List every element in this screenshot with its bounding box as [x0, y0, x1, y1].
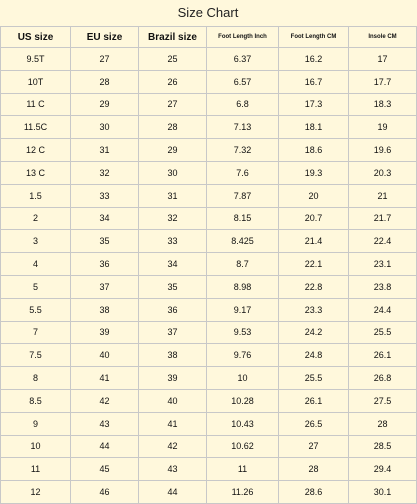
insole-cm-cell: 21.7: [349, 207, 417, 230]
foot-length-inch-cell: 8.7: [207, 253, 279, 276]
foot-length-inch-cell: 9.53: [207, 321, 279, 344]
eu-size-cell: 38: [71, 298, 139, 321]
us-size-cell: 11 C: [1, 93, 71, 116]
insole-cm-cell: 26.8: [349, 367, 417, 390]
eu-size-cell: 31: [71, 139, 139, 162]
header-insole-cm: Insole CM: [349, 27, 417, 48]
table-row: [1, 275, 417, 298]
us-size-cell: 7.5: [1, 344, 71, 367]
foot-length-inch-cell: 6.57: [207, 70, 279, 93]
us-size-cell: 5: [1, 275, 71, 298]
brazil-size-cell: 33: [139, 230, 207, 253]
table-row: [1, 412, 417, 435]
table-row: [1, 139, 417, 162]
us-size-cell: 11.5C: [1, 116, 71, 139]
eu-size-cell: 27: [71, 48, 139, 71]
foot-length-cm-cell: 22.1: [279, 253, 349, 276]
insole-cm-cell: 24.4: [349, 298, 417, 321]
us-size-cell: 11: [1, 458, 71, 481]
insole-cm-cell: 28.5: [349, 435, 417, 458]
us-size-cell: 12 C: [1, 139, 71, 162]
foot-length-inch-cell: 8.15: [207, 207, 279, 230]
chart-title: Size Chart: [177, 5, 239, 20]
insole-cm-cell: 20.3: [349, 161, 417, 184]
table-row: [1, 161, 417, 184]
foot-length-cm-cell: 22.8: [279, 275, 349, 298]
eu-size-cell: 42: [71, 389, 139, 412]
foot-length-cm-cell: 28: [279, 458, 349, 481]
insole-cm-cell: 22.4: [349, 230, 417, 253]
table-row: [1, 458, 417, 481]
table-row: [1, 435, 417, 458]
eu-size-cell: 33: [71, 184, 139, 207]
us-size-cell: 2: [1, 207, 71, 230]
header-foot-length-inch: Foot Length Inch: [207, 27, 279, 48]
brazil-size-cell: 28: [139, 116, 207, 139]
eu-size-cell: 36: [71, 253, 139, 276]
insole-cm-cell: 26.1: [349, 344, 417, 367]
foot-length-inch-cell: 11.26: [207, 481, 279, 504]
insole-cm-cell: 23.8: [349, 275, 417, 298]
foot-length-cm-cell: 26.1: [279, 389, 349, 412]
eu-size-cell: 28: [71, 70, 139, 93]
eu-size-cell: 41: [71, 367, 139, 390]
table-row: [1, 116, 417, 139]
us-size-cell: 10T: [1, 70, 71, 93]
foot-length-inch-cell: 7.6: [207, 161, 279, 184]
us-size-cell: 9: [1, 412, 71, 435]
us-size-cell: 12: [1, 481, 71, 504]
us-size-cell: 1.5: [1, 184, 71, 207]
foot-length-inch-cell: 8.98: [207, 275, 279, 298]
foot-length-inch-cell: 6.8: [207, 93, 279, 116]
brazil-size-cell: 42: [139, 435, 207, 458]
us-size-cell: 10: [1, 435, 71, 458]
insole-cm-cell: 17.7: [349, 70, 417, 93]
insole-cm-cell: 28: [349, 412, 417, 435]
table-row: [1, 367, 417, 390]
foot-length-cm-cell: 24.2: [279, 321, 349, 344]
eu-size-cell: 34: [71, 207, 139, 230]
header-brazil-size: Brazil size: [139, 27, 207, 48]
table-row: [1, 207, 417, 230]
eu-size-cell: 44: [71, 435, 139, 458]
foot-length-cm-cell: 28.6: [279, 481, 349, 504]
brazil-size-cell: 41: [139, 412, 207, 435]
foot-length-inch-cell: 9.76: [207, 344, 279, 367]
brazil-size-cell: 26: [139, 70, 207, 93]
foot-length-cm-cell: 20: [279, 184, 349, 207]
table-row: [1, 481, 417, 504]
eu-size-cell: 35: [71, 230, 139, 253]
foot-length-cm-cell: 26.5: [279, 412, 349, 435]
table-row: [1, 184, 417, 207]
table-row: [1, 70, 417, 93]
header-row: [1, 27, 417, 48]
insole-cm-cell: 19: [349, 116, 417, 139]
insole-cm-cell: 23.1: [349, 253, 417, 276]
table-row: [1, 48, 417, 71]
brazil-size-cell: 32: [139, 207, 207, 230]
foot-length-cm-cell: 25.5: [279, 367, 349, 390]
us-size-cell: 5.5: [1, 298, 71, 321]
header-foot-length-cm: Foot Length CM: [279, 27, 349, 48]
brazil-size-cell: 31: [139, 184, 207, 207]
foot-length-inch-cell: 6.37: [207, 48, 279, 71]
eu-size-cell: 40: [71, 344, 139, 367]
eu-size-cell: 37: [71, 275, 139, 298]
table-row: [1, 389, 417, 412]
us-size-cell: 4: [1, 253, 71, 276]
brazil-size-cell: 43: [139, 458, 207, 481]
brazil-size-cell: 35: [139, 275, 207, 298]
table-row: [1, 93, 417, 116]
foot-length-inch-cell: 8.425: [207, 230, 279, 253]
foot-length-cm-cell: 24.8: [279, 344, 349, 367]
us-size-cell: 13 C: [1, 161, 71, 184]
brazil-size-cell: 37: [139, 321, 207, 344]
insole-cm-cell: 17: [349, 48, 417, 71]
size-chart-table: [0, 26, 417, 504]
brazil-size-cell: 38: [139, 344, 207, 367]
brazil-size-cell: 44: [139, 481, 207, 504]
foot-length-cm-cell: 17.3: [279, 93, 349, 116]
foot-length-inch-cell: 10: [207, 367, 279, 390]
table-row: [1, 253, 417, 276]
insole-cm-cell: 25.5: [349, 321, 417, 344]
us-size-cell: 7: [1, 321, 71, 344]
insole-cm-cell: 21: [349, 184, 417, 207]
foot-length-inch-cell: 7.32: [207, 139, 279, 162]
eu-size-cell: 39: [71, 321, 139, 344]
us-size-cell: 3: [1, 230, 71, 253]
foot-length-cm-cell: 18.1: [279, 116, 349, 139]
eu-size-cell: 32: [71, 161, 139, 184]
foot-length-inch-cell: 11: [207, 458, 279, 481]
foot-length-inch-cell: 10.43: [207, 412, 279, 435]
foot-length-cm-cell: 27: [279, 435, 349, 458]
eu-size-cell: 45: [71, 458, 139, 481]
foot-length-inch-cell: 10.62: [207, 435, 279, 458]
brazil-size-cell: 29: [139, 139, 207, 162]
foot-length-inch-cell: 10.28: [207, 389, 279, 412]
brazil-size-cell: 30: [139, 161, 207, 184]
insole-cm-cell: 29.4: [349, 458, 417, 481]
insole-cm-cell: 19.6: [349, 139, 417, 162]
header-us-size: US size: [1, 27, 71, 48]
brazil-size-cell: 27: [139, 93, 207, 116]
foot-length-inch-cell: 7.87: [207, 184, 279, 207]
table-row: [1, 344, 417, 367]
foot-length-cm-cell: 20.7: [279, 207, 349, 230]
insole-cm-cell: 18.3: [349, 93, 417, 116]
foot-length-cm-cell: 21.4: [279, 230, 349, 253]
brazil-size-cell: 34: [139, 253, 207, 276]
us-size-cell: 8: [1, 367, 71, 390]
eu-size-cell: 29: [71, 93, 139, 116]
eu-size-cell: 43: [71, 412, 139, 435]
eu-size-cell: 46: [71, 481, 139, 504]
table-row: [1, 321, 417, 344]
foot-length-cm-cell: 23.3: [279, 298, 349, 321]
foot-length-cm-cell: 19.3: [279, 161, 349, 184]
brazil-size-cell: 25: [139, 48, 207, 71]
foot-length-cm-cell: 16.2: [279, 48, 349, 71]
header-eu-size: EU size: [71, 27, 139, 48]
brazil-size-cell: 39: [139, 367, 207, 390]
foot-length-inch-cell: 7.13: [207, 116, 279, 139]
us-size-cell: 9.5T: [1, 48, 71, 71]
foot-length-inch-cell: 9.17: [207, 298, 279, 321]
table-row: [1, 230, 417, 253]
eu-size-cell: 30: [71, 116, 139, 139]
table-row: [1, 298, 417, 321]
insole-cm-cell: 30.1: [349, 481, 417, 504]
brazil-size-cell: 40: [139, 389, 207, 412]
foot-length-cm-cell: 16.7: [279, 70, 349, 93]
us-size-cell: 8.5: [1, 389, 71, 412]
brazil-size-cell: 36: [139, 298, 207, 321]
insole-cm-cell: 27.5: [349, 389, 417, 412]
foot-length-cm-cell: 18.6: [279, 139, 349, 162]
